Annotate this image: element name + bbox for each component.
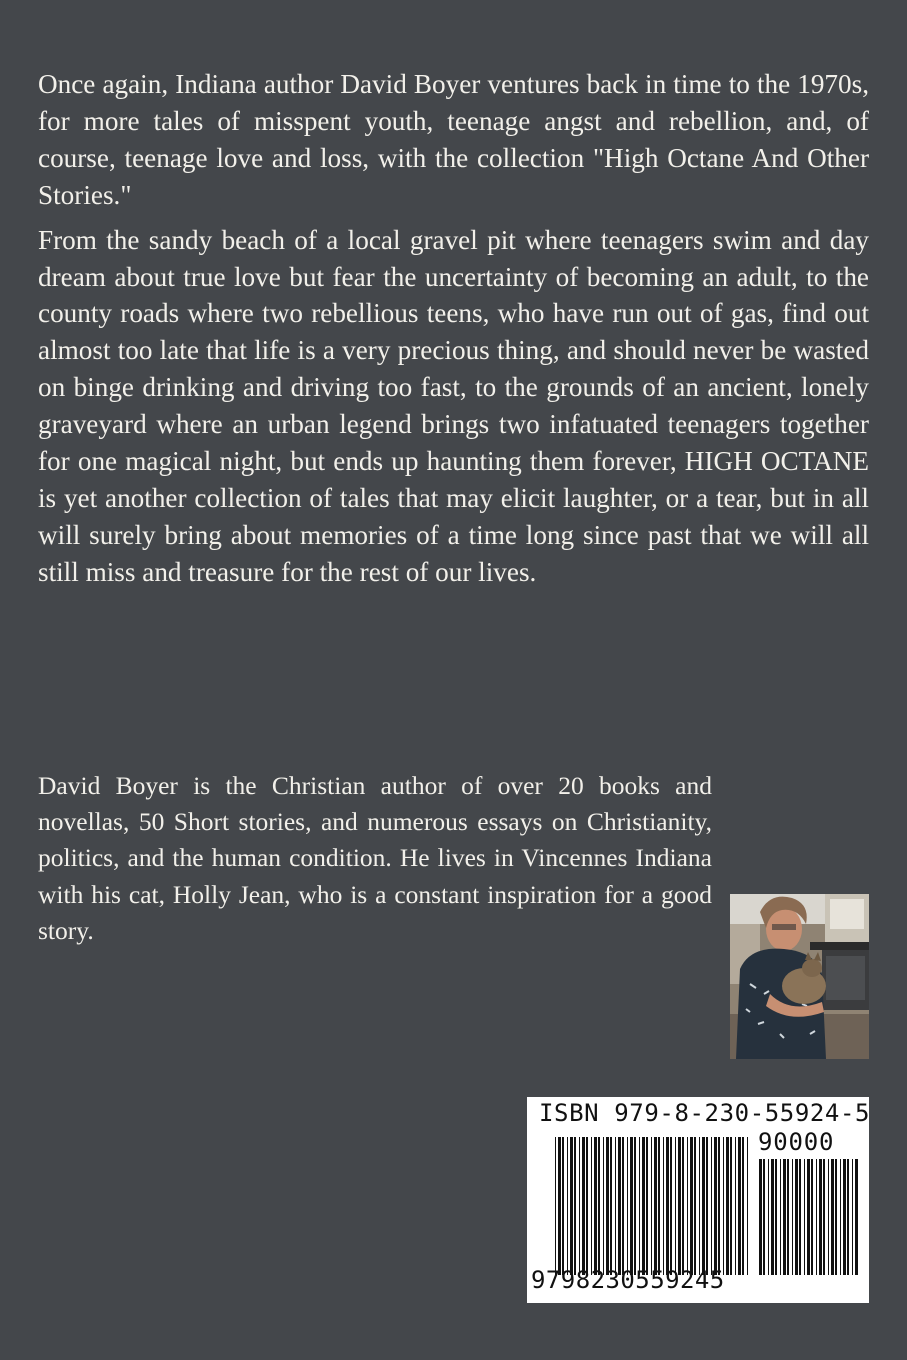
barcode-bar bbox=[714, 1137, 717, 1275]
barcode-bar bbox=[558, 1137, 561, 1275]
barcode-bar bbox=[787, 1159, 789, 1275]
barcode-bar bbox=[828, 1159, 829, 1275]
barcode-bar bbox=[711, 1137, 712, 1275]
barcode-bar bbox=[658, 1137, 660, 1275]
barcode-bar bbox=[562, 1137, 564, 1275]
barcode-bar bbox=[666, 1137, 669, 1275]
barcode-bar bbox=[799, 1159, 801, 1275]
barcode-bar bbox=[642, 1137, 645, 1275]
barcode-bar bbox=[582, 1137, 585, 1275]
author-photo bbox=[730, 894, 869, 1059]
barcode-bar bbox=[843, 1159, 846, 1275]
barcode-bar bbox=[855, 1159, 858, 1275]
barcode-bar bbox=[823, 1159, 825, 1275]
barcode-bar bbox=[618, 1137, 621, 1275]
barcode-bar bbox=[651, 1137, 652, 1275]
barcode-bar bbox=[598, 1137, 600, 1275]
barcode-bar bbox=[763, 1159, 765, 1275]
barcode-bar bbox=[663, 1137, 664, 1275]
barcode-bar bbox=[579, 1137, 580, 1275]
barcode-bar bbox=[723, 1137, 724, 1275]
blurb-paragraph-1: Once again, Indiana author David Boyer ventures back in time to the 1970s, for more tales of misspent youth, teenage angst and rebellion, and, of course, teenage love and loss, with the collection "High Octane And Other Stories." bbox=[38, 69, 869, 210]
barcode-bar bbox=[639, 1137, 640, 1275]
barcode-bar bbox=[586, 1137, 588, 1275]
author-bio: David Boyer is the Christian author of over 20 books and novellas, 50 Short stories, and numerous essays on Christianity, politics, and the human condition. He lives in Vincennes Indiana with his cat, Holly Jean, who is a constant inspiration for a good story. bbox=[38, 771, 712, 945]
barcode-bar bbox=[735, 1137, 736, 1275]
barcode-bar bbox=[670, 1137, 672, 1275]
isbn-barcode bbox=[527, 1097, 869, 1303]
barcode-bar bbox=[747, 1137, 748, 1275]
barcode-bar bbox=[615, 1137, 616, 1275]
barcode-bar bbox=[606, 1137, 609, 1275]
barcode-bar bbox=[694, 1137, 696, 1275]
isbn-label: ISBN 979-8-230-55924-5 bbox=[539, 1099, 871, 1127]
barcode-bar bbox=[847, 1159, 849, 1275]
barcode-bar bbox=[622, 1137, 624, 1275]
barcode-bar bbox=[718, 1137, 720, 1275]
back-cover-blurb bbox=[38, 66, 869, 599]
barcode-bar bbox=[610, 1137, 612, 1275]
barcode-bar bbox=[835, 1159, 837, 1275]
barcode-bar bbox=[675, 1137, 676, 1275]
barcode-bar bbox=[630, 1137, 633, 1275]
barcode-bar bbox=[654, 1137, 657, 1275]
barcode-bar bbox=[726, 1137, 729, 1275]
barcode-bar bbox=[682, 1137, 684, 1275]
barcode-bar bbox=[804, 1159, 805, 1275]
barcode-bar bbox=[646, 1137, 648, 1275]
barcode-bar bbox=[687, 1137, 688, 1275]
barcode-bar bbox=[570, 1137, 573, 1275]
barcode-bar bbox=[831, 1159, 834, 1275]
barcode-bar bbox=[678, 1137, 681, 1275]
barcode-bar bbox=[811, 1159, 813, 1275]
barcode-bar bbox=[574, 1137, 576, 1275]
barcode-bar bbox=[783, 1159, 786, 1275]
barcode-bar bbox=[775, 1159, 777, 1275]
price-code: 90000 bbox=[758, 1128, 835, 1156]
blurb-paragraph-2: From the sandy beach of a local gravel pit where teenagers swim and day dream about true love but fear the uncertainty of becoming an adult, to the county roads where two rebellious teens, who have run out of gas, find out almost too late that life is a very precious thing, and should never be wasted on binge drinking and driving too fast, to the grounds of an ancient, lonely graveyard where an urban legend brings two infatuated teenagers together for one magical night, but ends up haunting them forever, HIGH OCTANE is yet another collection of tales that may elicit laughter, or a tear, but in all will surely bring about memories of a time long since past that we will all still miss and treasure for the rest of our lives. bbox=[38, 224, 869, 587]
barcode-bar bbox=[555, 1137, 556, 1275]
barcode-bar bbox=[795, 1159, 798, 1275]
barcode-bar bbox=[702, 1137, 705, 1275]
barcode-bar bbox=[840, 1159, 841, 1275]
barcode-bar bbox=[603, 1137, 604, 1275]
barcode-bar bbox=[792, 1159, 793, 1275]
barcode-bar bbox=[627, 1137, 628, 1275]
barcode-bar bbox=[780, 1159, 781, 1275]
barcode-bar bbox=[594, 1137, 597, 1275]
barcode-bar bbox=[852, 1159, 853, 1275]
barcode-bar bbox=[819, 1159, 822, 1275]
barcode-bar bbox=[759, 1159, 762, 1275]
barcode-bar bbox=[567, 1137, 568, 1275]
barcode-bar bbox=[768, 1159, 769, 1275]
barcode-bar bbox=[742, 1137, 744, 1275]
barcode-bar bbox=[690, 1137, 693, 1275]
barcode-bar bbox=[771, 1159, 774, 1275]
barcode-bar bbox=[730, 1137, 732, 1275]
barcode-bar bbox=[699, 1137, 700, 1275]
ean-digits: 9798230559245 bbox=[531, 1266, 725, 1294]
barcode-bar bbox=[807, 1159, 810, 1275]
barcode-bar bbox=[634, 1137, 636, 1275]
barcode-bar bbox=[591, 1137, 592, 1275]
barcode-bar bbox=[738, 1137, 741, 1275]
barcode-bar bbox=[816, 1159, 817, 1275]
barcode-bar bbox=[706, 1137, 708, 1275]
